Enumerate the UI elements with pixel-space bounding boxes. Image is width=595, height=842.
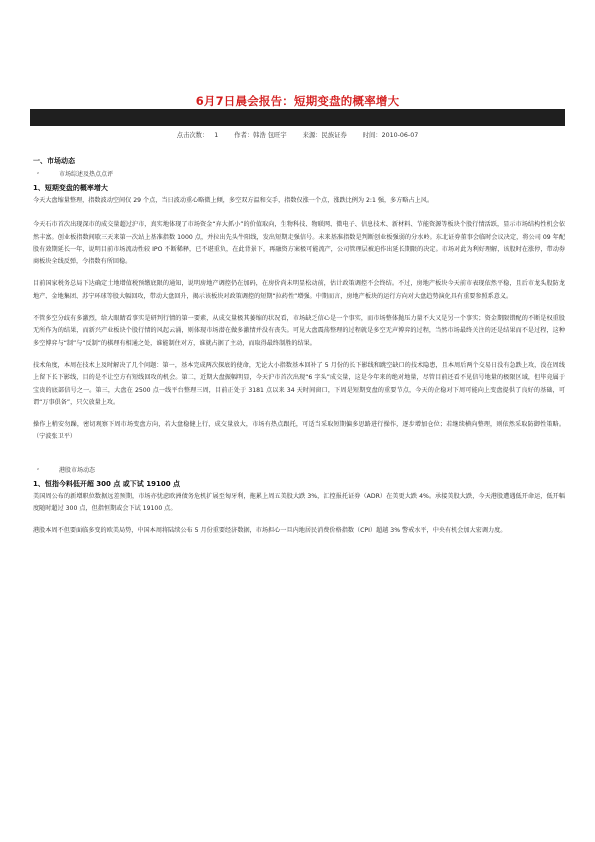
paragraph: 不管多空分歧有多激烈，给大眼睛看事实是研判行情的第一要素，从成交量极其萎缩的状况看，市场缺乏信心是一个事实，而市场整体抛压力量不大又是另一个事实；资金期限错配的不断是权重股无所作为的结果，而新兴产业板块个股行情的风起云涌，则体现市场潜在做多激情并没有丧失。可见大盘震荡整理的过程就是多空无声博弈的过程，当然市场最终关注的还是结果而不是过程，这种多空博弈与“制”与“反制”的棋理有相通之处，谁能制住对方，谁就占据了主动，而取得最终制胜的结果。 <box>33 315 565 347</box>
subsection-label: 市场综述及热点点评 <box>59 171 114 178</box>
paragraph: 今天石市首次出现深市的成交量超过沪市，真实地体现了市场资金“弃大抓小”的价值取向，生物科技、物联网、微电子、信息技术、新材料、节能资源等板块个股行情活跃，显示市场结构性机会依然丰富。创业板指数间歇三天来第一次站上基准指数 1000 点，并拉出先头牛阳线，发出短期走强信号。未来基准指数是判断创业板强弱的分水岭。东北证券董事会临时会议决定，将公司 09 年配股有效期延长一年，说明目前市场流动性较 IPO 不断稀释，已不堪重负，在此背景下，再融资方案极可能流产，公司管理层被迫作出延长期限的决定。市场对此为利好理解，该股时在涨停，带动券商板块全线反弹，令指数有所回稳。 <box>33 221 565 266</box>
article-body <box>33 156 565 538</box>
subsection-hk-market <box>37 466 565 476</box>
source-value: 民族证券 <box>321 132 347 139</box>
author-value: 韩浩 包旺宇 <box>253 132 287 139</box>
time-label: 时间： <box>362 132 382 139</box>
article-meta <box>0 130 595 139</box>
bullet-icon: ² <box>37 172 40 178</box>
paragraph: 美国周公布的新增职位数据远差预期，市场亦忧虑欧洲债务危机扩展至匈牙利，拖累上周五美股大跌 3%，汇控报托证券（ADR）在美更大跌 4%。承接美股大跌，今天港股遭遇低开命运，低开幅度随时超过 300 点，但指恒期或会下试 19100 点。 <box>33 492 565 513</box>
paragraph: 技术角度，本周在技术上及时解决了几个问题：第一，基本完成两次探底的使命，无论大小指数基本回补了 5 月份的长下影线和跳空缺口的技术隐患，且本周后两个交易日没有急跌上攻，没在周线上留下长下影线，目的是不让空方有短线回攻的机会。第二，近期大盘振幅明显，今天沪市首次出现“6 字头”成交量，这是今年来的绝对地量，尽管目前还看不见信号地量的极限区域，但毕竟属于宝贵的底部信号之一。第三，大盘在 2500 点一线平台整理三周，目前正处于 3181 点以来 34 天时间窗口，下周是短期变盘的重要节点，今天的企稳对下周可能向上变盘提供了良好的基础，可谓“万事俱备”，只欠放量上攻。 <box>33 361 565 406</box>
source-meta <box>303 132 347 139</box>
time-value: 2010-06-07 <box>381 132 419 139</box>
paragraph: 港股本周不但要面临多变的欧美局势，中国本周将陆续公布 5 月份重要经济数据，市场担心一旦内地居民消费价格指数（CPI）超越 3% 警戒水平，中央有机会加大宏调力度。 <box>33 527 507 535</box>
clicks-value: 1 <box>214 132 219 139</box>
clicks-meta <box>177 132 219 139</box>
paragraph: 目前国家税务总局下达确定土地增值税预缴底限的通知，说明房地产调控仍在加码，在房价尚未明显松动前，估计政策调控不会终结。不过，房地产板块今天前市表现依然平稳，且后市龙头股防龙地产、金地集团、苏宁环球等股大幅回攻，带动大盘回升，揭示该板块对政策调控的短期“拉药性”增强。中期而言，房地产板块的运行方向对大盘趋势演化具有重要参照系意义。 <box>33 280 565 300</box>
topic-heading-market: 1、短期变盘的概率增大 <box>33 184 108 192</box>
article-title: 6月7日晨会报告：短期变盘的概率增大 <box>195 94 400 108</box>
source-label: 来源： <box>302 132 322 139</box>
subsection-label: 港股市场动态 <box>59 466 96 474</box>
paragraph: 操作上稍安勿躁，密切观察下周市场变盘方向，若大盘稳健上行，成交量放大，市场有热点跟托，可适当采取短期偏多思路进行操作，逐步增加仓位；若继续横向整理，则依然采取防御性策略。 （宁波张卫平） <box>33 421 565 441</box>
section-heading-market: 一、市场动态 <box>33 157 75 165</box>
title-divider-bar <box>30 109 565 126</box>
subsection-market-summary <box>37 170 565 180</box>
author-meta <box>234 132 286 139</box>
time-meta <box>363 132 419 139</box>
bullet-icon: ² <box>37 467 40 474</box>
clicks-label: 点击次数： <box>176 132 209 139</box>
topic-heading-hk: 1、恒指今料低开超 300 点 或下试 19100 点 <box>33 479 181 488</box>
paragraph: 今天大盘缩量整理，指数波动空间仅 29 个点，当日波动重心略微上倾，多空双方温和交手，指数仅涨一个点，涨跌比例为 2:1 强，多方略占上风。 <box>33 197 434 204</box>
author-label: 作者： <box>234 132 254 139</box>
